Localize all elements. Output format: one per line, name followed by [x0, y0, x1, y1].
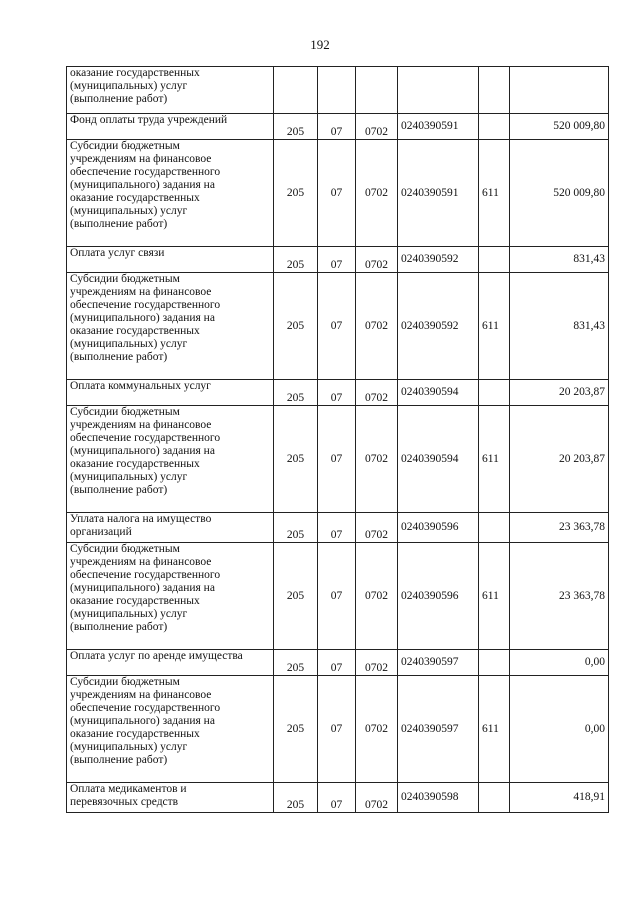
amount-cell: 23 363,78	[510, 543, 609, 650]
row-name-line: (муниципального) задания на	[70, 445, 215, 457]
amount-cell: 418,91	[510, 783, 609, 813]
ved-cell: 205	[274, 543, 318, 650]
ved-cell: 205	[274, 650, 318, 676]
target-article-cell: 0240390596	[398, 543, 479, 650]
rz-cell: 07	[318, 114, 356, 140]
ved-cell: 205	[274, 406, 318, 513]
target-article-cell: 0240390592	[398, 273, 479, 380]
row-name-line: Оплата медикаментов и	[70, 783, 187, 795]
rz-cell: 07	[318, 273, 356, 380]
row-name-line: (выполнение работ)	[70, 93, 168, 105]
ved-cell: 205	[274, 273, 318, 380]
row-name-cell	[67, 406, 274, 513]
expense-type-cell	[479, 114, 510, 140]
row-name-line: (выполнение работ)	[70, 218, 168, 230]
pr-cell	[356, 67, 398, 114]
row-name-line: (муниципального) задания на	[70, 179, 215, 191]
rz-cell: 07	[318, 543, 356, 650]
page-number: 192	[310, 37, 330, 52]
amount-cell: 23 363,78	[510, 513, 609, 543]
subsidy-row	[67, 676, 609, 783]
target-article-cell: 0240390598	[398, 783, 479, 813]
row-name-line: (муниципального) задания на	[70, 715, 215, 727]
row-name-cell	[67, 783, 274, 813]
pr-cell: 0702	[356, 650, 398, 676]
row-name-line: (муниципальных) услуг	[70, 338, 188, 350]
amount-cell: 831,43	[510, 273, 609, 380]
target-article-cell: 0240390591	[398, 140, 479, 247]
rz-cell: 07	[318, 406, 356, 513]
amount-cell: 831,43	[510, 247, 609, 273]
pr-cell: 0702	[356, 380, 398, 406]
row-name-line: (выполнение работ)	[70, 484, 168, 496]
row-name-line: оказание государственных	[70, 325, 200, 337]
row-name-line: (выполнение работ)	[70, 754, 168, 766]
row-name-line: оказание государственных	[70, 192, 200, 204]
row-name-line: обеспечение государственного	[70, 702, 221, 714]
expense-type-cell	[479, 650, 510, 676]
pr-cell: 0702	[356, 273, 398, 380]
row-name-cell	[67, 380, 274, 406]
expense-type-cell: 611	[479, 273, 510, 380]
row-name-line: (муниципального) задания на	[70, 312, 215, 324]
row-name-cell	[67, 273, 274, 380]
rz-cell	[318, 67, 356, 114]
ved-cell	[274, 67, 318, 114]
row-name-line: обеспечение государственного	[70, 299, 221, 311]
expense-row	[67, 380, 609, 406]
row-name-line: (муниципальных) услуг	[70, 741, 188, 753]
target-article-cell: 0240390591	[398, 114, 479, 140]
row-name-cell	[67, 543, 274, 650]
rz-cell: 07	[318, 140, 356, 247]
row-name-line: Уплата налога на имущество	[70, 513, 212, 525]
pr-cell: 0702	[356, 783, 398, 813]
rz-cell: 07	[318, 650, 356, 676]
row-name-line: оказание государственных	[70, 595, 200, 607]
amount-cell: 0,00	[510, 676, 609, 783]
pr-cell: 0702	[356, 676, 398, 783]
target-article-cell: 0240390596	[398, 513, 479, 543]
row-name-line: оказание государственных	[70, 728, 200, 740]
row-name-line: Субсидии бюджетным	[70, 543, 180, 555]
amount-cell	[510, 67, 609, 114]
rz-cell: 07	[318, 783, 356, 813]
row-name-line: Оплата услуг связи	[70, 247, 165, 259]
rz-cell: 07	[318, 247, 356, 273]
row-name-line: (выполнение работ)	[70, 621, 168, 633]
expense-type-cell: 611	[479, 140, 510, 247]
subsidy-row	[67, 140, 609, 247]
expense-type-cell	[479, 67, 510, 114]
ved-cell: 205	[274, 783, 318, 813]
row-name-cell	[67, 114, 274, 140]
row-name-line: учреждениям на финансовое	[70, 286, 212, 298]
rz-cell: 07	[318, 676, 356, 783]
row-name-cell	[67, 650, 274, 676]
ved-cell: 205	[274, 513, 318, 543]
target-article-cell: 0240390597	[398, 650, 479, 676]
row-name-line: оказание государственных	[70, 67, 200, 79]
expense-type-cell	[479, 247, 510, 273]
ved-cell: 205	[274, 140, 318, 247]
row-name-line: Субсидии бюджетным	[70, 406, 180, 418]
row-name-line: Оплата услуг по аренде имущества	[70, 650, 243, 662]
expense-type-cell	[479, 380, 510, 406]
subsidy-row	[67, 273, 609, 380]
subsidy-row	[67, 406, 609, 513]
target-article-cell: 0240390597	[398, 676, 479, 783]
row-name-line: организаций	[70, 526, 132, 538]
pr-cell: 0702	[356, 247, 398, 273]
target-article-cell: 0240390594	[398, 406, 479, 513]
row-name-line: (муниципального) задания на	[70, 582, 215, 594]
row-name-line: перевязочных средств	[70, 796, 179, 808]
expense-row	[67, 247, 609, 273]
pr-cell: 0702	[356, 406, 398, 513]
row-name-line: (выполнение работ)	[70, 351, 168, 363]
pr-cell: 0702	[356, 140, 398, 247]
row-name-line: (муниципальных) услуг	[70, 80, 188, 92]
rz-cell: 07	[318, 513, 356, 543]
expense-type-cell: 611	[479, 543, 510, 650]
ved-cell: 205	[274, 247, 318, 273]
target-article-cell: 0240390594	[398, 380, 479, 406]
row-name-line: Оплата коммунальных услуг	[70, 380, 211, 392]
expense-row	[67, 650, 609, 676]
row-name-line: (муниципальных) услуг	[70, 471, 188, 483]
budget-table	[66, 66, 609, 813]
amount-cell: 520 009,80	[510, 140, 609, 247]
amount-cell: 0,00	[510, 650, 609, 676]
row-name-line: Субсидии бюджетным	[70, 676, 180, 688]
row-name-line: учреждениям на финансовое	[70, 689, 212, 701]
row-name-line: обеспечение государственного	[70, 166, 221, 178]
row-name-line: учреждениям на финансовое	[70, 153, 212, 165]
row-name-cell	[67, 676, 274, 783]
expense-row	[67, 114, 609, 140]
ved-cell: 205	[274, 676, 318, 783]
row-name-line: Субсидии бюджетным	[70, 273, 180, 285]
row-name-cell	[67, 247, 274, 273]
row-name-line: Субсидии бюджетным	[70, 140, 180, 152]
expense-type-cell: 611	[479, 406, 510, 513]
target-article-cell	[398, 67, 479, 114]
expense-type-cell	[479, 513, 510, 543]
expense-row	[67, 513, 609, 543]
row-name-line: Фонд оплаты труда учреждений	[70, 114, 228, 126]
budget-table-body	[67, 67, 609, 813]
amount-cell: 20 203,87	[510, 380, 609, 406]
pr-cell: 0702	[356, 513, 398, 543]
row-name-line: учреждениям на финансовое	[70, 556, 212, 568]
row-name-cell	[67, 513, 274, 543]
row-name-line: обеспечение государственного	[70, 432, 221, 444]
subsidy-row	[67, 67, 609, 114]
rz-cell: 07	[318, 380, 356, 406]
expense-type-cell	[479, 783, 510, 813]
target-article-cell: 0240390592	[398, 247, 479, 273]
amount-cell: 20 203,87	[510, 406, 609, 513]
row-name-line: (муниципальных) услуг	[70, 608, 188, 620]
row-name-line: учреждениям на финансовое	[70, 419, 212, 431]
expense-type-cell: 611	[479, 676, 510, 783]
row-name-line: обеспечение государственного	[70, 569, 221, 581]
row-name-cell	[67, 67, 274, 114]
ved-cell: 205	[274, 114, 318, 140]
ved-cell: 205	[274, 380, 318, 406]
amount-cell: 520 009,80	[510, 114, 609, 140]
subsidy-row	[67, 543, 609, 650]
row-name-line: (муниципальных) услуг	[70, 205, 188, 217]
pr-cell: 0702	[356, 114, 398, 140]
pr-cell: 0702	[356, 543, 398, 650]
expense-row	[67, 783, 609, 813]
row-name-line: оказание государственных	[70, 458, 200, 470]
row-name-cell	[67, 140, 274, 247]
